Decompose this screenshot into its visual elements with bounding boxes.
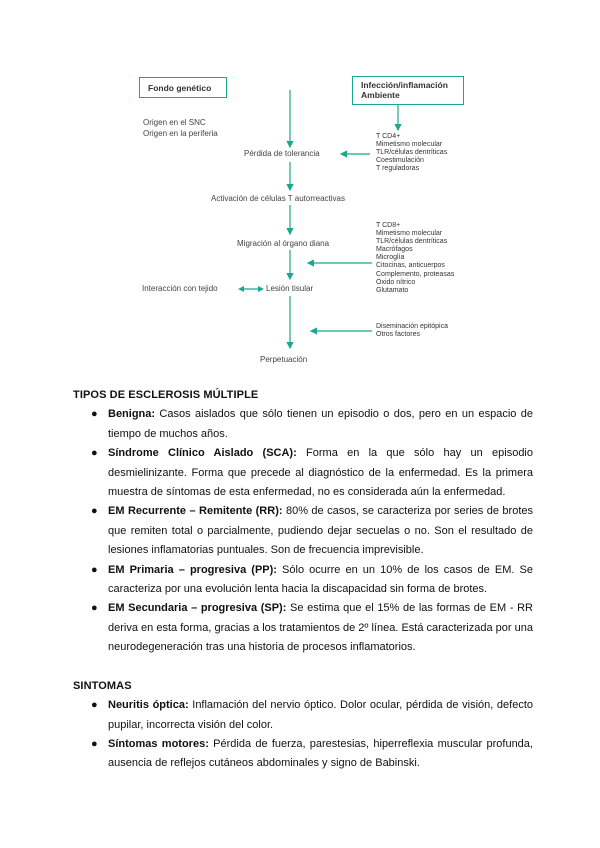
bullet-icon: ● — [91, 602, 98, 615]
document-body — [73, 386, 533, 774]
list-item — [91, 444, 533, 502]
item-term: Benigna: — [108, 408, 156, 421]
ms-types-list — [73, 405, 533, 657]
box-environment-label: Ambiente — [361, 90, 400, 100]
factor-cd4-item: T CD4+ — [376, 133, 401, 140]
list-item — [91, 696, 534, 735]
box-genetic-background — [139, 77, 227, 98]
step-migration: Migración al órgano diana — [237, 239, 330, 248]
pathogenesis-diagram — [0, 0, 600, 380]
box-infection-label: Infección/inflamación — [361, 80, 448, 90]
step-t-cell-activation: Activación de células T autorreactivas — [211, 194, 345, 203]
item-term: EM Secundaria – progresiva (SP): — [108, 602, 287, 615]
bullet-icon: ● — [91, 408, 98, 421]
item-term: Neuritis óptica: — [108, 699, 189, 712]
factor-cd8-item: Citocinas, anticuerpos — [376, 262, 445, 270]
item-term: EM Recurrente – Remitente (RR): — [108, 505, 283, 518]
factors-cd8-list — [376, 222, 454, 295]
item-text: Sólo ocurre en un 10% de los casos de EM. Se caracteriza por una evolución lenta hacia la discapacidad sin forma de brotes. — [108, 563, 534, 596]
factors-dissemination-list — [376, 323, 448, 339]
item-text: Inflamación del nervio óptico. Dolor ocular, pérdida de visión, defecto pupilar, incorrecta visión del color. — [108, 699, 534, 731]
factors-cd4-list — [376, 133, 447, 173]
item-text: Pérdida de fuerza, parestesias, hiperreflexia muscular profunda, ausencia de reflejos cutáneos abdominales y signo de Babinski. — [108, 737, 533, 770]
diagram-arrows — [0, 0, 600, 380]
factor-cd4-item: T reguladoras — [376, 165, 420, 173]
factor-dissemination-item: Diseminación epitópica — [376, 323, 448, 330]
bullet-icon: ● — [91, 447, 98, 460]
list-item — [91, 735, 533, 774]
step-tissue-lesion: Lesión tisular — [266, 284, 314, 293]
item-text: Casos aislados que sólo tienen un episodio o dos, pero en un espacio de tiempo de muchos años. — [108, 408, 533, 440]
factor-cd8-item: Macrófagos — [376, 246, 413, 254]
factor-dissemination-item: Otros factores — [376, 331, 420, 339]
item-term: Síntomas motores: — [108, 737, 209, 750]
factor-cd4-item: Coestimulación — [376, 157, 424, 165]
item-text: 80% de casos, se caracteriza por series de brotes que remiten total o parcialmente, pudiendo dejar secuelas o no. Son el resultado de lesiones inflamatorias puntuales. Son de frecuencia imprevisible. — [108, 505, 533, 557]
origin-periphery: Origen en la periferia — [143, 129, 218, 138]
bullet-icon: ● — [91, 505, 98, 518]
step-perpetuation: Perpetuación — [260, 355, 308, 364]
list-item — [91, 405, 533, 444]
factor-cd8-item: Óxido nítrico — [376, 278, 416, 286]
factor-cd8-item: T CD8+ — [376, 222, 401, 229]
origin-cns: Origen en el SNC — [143, 118, 206, 127]
factor-cd4-item: Mimetismo molecular — [376, 141, 443, 149]
item-term: EM Primaria – progresiva (PP): — [108, 563, 277, 576]
item-text: Forma en la que sólo hay un episodio desmielinizante. Forma que precede al diagnóstico de la enfermedad. Es la primera muestra de síntomas de esta enfermedad, no es considerada aún la enfermedad. — [108, 447, 533, 499]
item-text: Se estima que el 15% de las formas de EM - RR deriva en esta forma, gracias a los tratamientos de 2º línea. Está caracterizada por una neurodegeneración tras una historia de procesos inflamatorios. — [108, 602, 533, 654]
box-infection-environment — [352, 76, 464, 105]
factor-cd8-item: Mimetismo molecular — [376, 230, 443, 238]
symptoms-list — [73, 696, 533, 774]
step-loss-of-tolerance: Pérdida de tolerancia — [244, 149, 320, 158]
bullet-icon: ● — [91, 563, 98, 576]
box-genetic-label: Fondo genético — [148, 83, 212, 93]
heading-ms-types: TIPOS DE ESCLEROSIS MÚLTIPLE — [73, 389, 259, 401]
bullet-icon: ● — [91, 737, 98, 750]
list-item — [91, 502, 533, 560]
bullet-icon: ● — [91, 699, 98, 712]
step-tissue-interaction: Interacción con tejido — [142, 284, 218, 293]
factor-cd8-item: Complemento, proteasas — [376, 270, 455, 278]
factor-cd8-item: TLR/células dentríticas — [376, 238, 448, 246]
list-item — [91, 599, 533, 657]
list-item — [91, 561, 534, 600]
heading-symptoms: SINTOMAS — [73, 679, 132, 692]
item-term: Síndrome Clínico Aislado (SCA): — [108, 447, 297, 460]
factor-cd4-item: TLR/células dentríticas — [376, 149, 448, 157]
factor-cd8-item: Glutamato — [376, 286, 409, 294]
factor-cd8-item: Microglía — [376, 254, 405, 262]
